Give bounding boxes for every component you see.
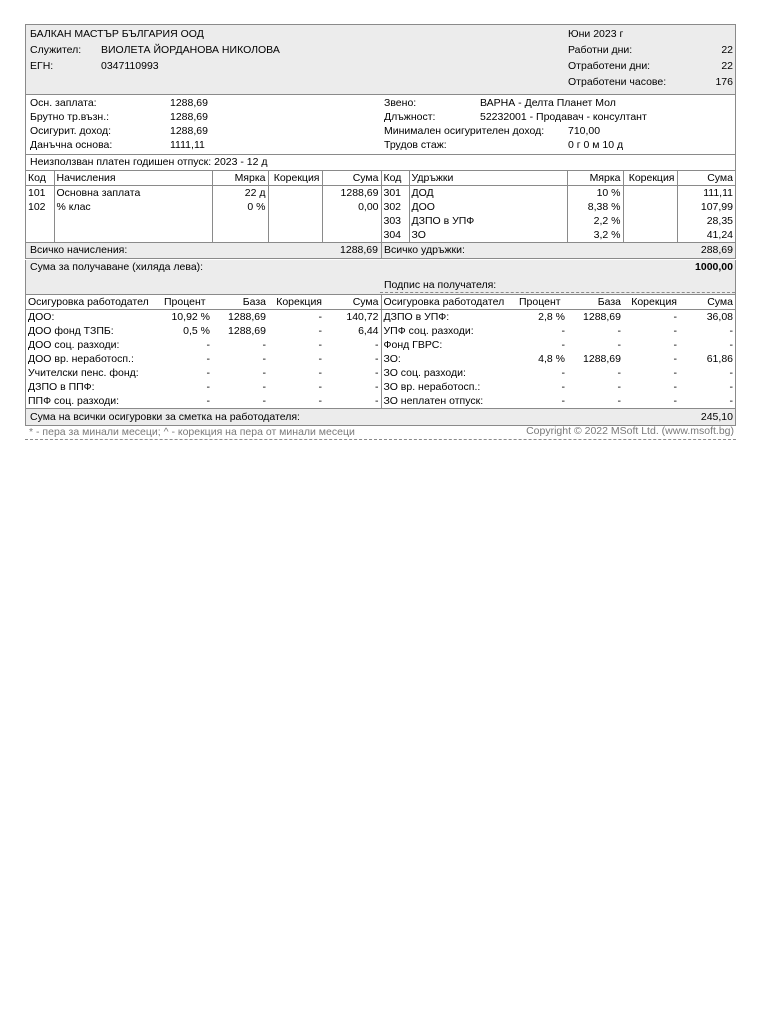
leave-text: Неизползван платен годишен отпуск: 2023 - 12 д	[30, 156, 268, 168]
ded-col-correction: Корекция	[623, 171, 677, 186]
emp-sum: 140,72	[346, 311, 379, 323]
emp-sum: -	[729, 381, 733, 393]
emp-sum: -	[375, 395, 379, 407]
seniority-label: Трудов стаж:	[384, 139, 447, 151]
worked-hours: 176	[715, 76, 733, 88]
table-row	[26, 186, 735, 201]
emp-percent: -	[206, 367, 210, 379]
emp-name: ЗО вр. неработосп.:	[381, 380, 517, 394]
gross: 1288,69	[170, 111, 208, 123]
earn-code: 102	[28, 201, 46, 213]
employer-total-label: Сума на всички осигуровки за сметка на работодателя:	[30, 411, 300, 423]
emp-left-col-base: База	[242, 296, 266, 308]
table-row	[26, 214, 735, 228]
emp-sum: -	[375, 339, 379, 351]
worked-hours-label: Отработени часове:	[568, 76, 667, 88]
emp-base: 1288,69	[583, 311, 621, 323]
leave-line	[25, 155, 736, 171]
signature-label: Подпис на получателя:	[384, 279, 497, 291]
emp-percent: -	[561, 395, 565, 407]
table-row	[26, 200, 735, 214]
emp-name: ЗО неплатен отпуск:	[381, 394, 517, 408]
table-row	[26, 352, 735, 366]
emp-correction: -	[673, 325, 677, 337]
emp-name: ЗО соц. разходи:	[381, 366, 517, 380]
emp-right-col-name: Осигуровка работодател	[381, 295, 517, 310]
signature-line	[380, 292, 735, 293]
earn-col-correction: Корекция	[268, 171, 322, 186]
emp-name: ДЗПО в ППФ:	[28, 381, 95, 393]
earn-name: Основна заплата	[54, 186, 212, 201]
emp-percent: -	[206, 339, 210, 351]
worked-days: 22	[721, 60, 733, 72]
ded-correction	[623, 214, 677, 228]
ded-measure: 3,2 %	[567, 228, 623, 242]
table-row	[26, 228, 735, 242]
emp-name: ДОО:	[28, 311, 55, 323]
ded-correction	[623, 200, 677, 214]
period: Юни 2023 г	[568, 28, 624, 40]
emp-sum: -	[375, 367, 379, 379]
employee-name: ВИОЛЕТА ЙОРДАНОВА НИКОЛОВА	[101, 44, 280, 56]
emp-correction: -	[318, 381, 322, 393]
emp-correction: -	[673, 339, 677, 351]
emp-percent: -	[561, 381, 565, 393]
table-header	[26, 171, 735, 186]
earnings-total-label: Всичко начисления:	[30, 244, 128, 256]
earn-measure: 0 %	[212, 200, 268, 214]
emp-right-col-base: База	[597, 296, 621, 308]
emp-sum: -	[729, 367, 733, 379]
earn-name: % клас	[54, 200, 212, 214]
earn-correction	[268, 186, 322, 201]
emp-base: 1288,69	[228, 311, 266, 323]
insured-label: Осигурит. доход:	[30, 125, 112, 137]
company-name: БАЛКАН МАСТЪР БЪЛГАРИЯ ООД	[30, 28, 204, 40]
ded-sum: 28,35	[677, 214, 735, 228]
position: 52232001 - Продавач - консултант	[480, 111, 647, 123]
ded-col-name: Удръжки	[409, 171, 567, 186]
ded-measure: 8,38 %	[567, 200, 623, 214]
egn: 0347110993	[101, 60, 159, 72]
ded-name: ДОО	[409, 200, 567, 214]
earn-col-code: Код	[26, 171, 54, 186]
earn-col-sum: Сума	[322, 171, 381, 186]
ded-name: ДОД	[409, 186, 567, 201]
egn-label: ЕГН:	[30, 60, 54, 72]
emp-base: -	[617, 395, 621, 407]
emp-correction: -	[673, 395, 677, 407]
earn-col-name: Начисления	[54, 171, 212, 186]
worked-days-label: Отработени дни:	[568, 60, 651, 72]
earnings-total: 1288,69	[340, 244, 378, 256]
deductions-total-label: Всичко удръжки:	[384, 244, 465, 256]
ded-code: 303	[381, 214, 409, 228]
emp-base: -	[262, 381, 266, 393]
payslip-footer	[25, 426, 736, 439]
copyright: Copyright © 2022 MSoft Ltd. (www.msoft.bg)	[526, 425, 734, 437]
work-days: 22	[721, 44, 733, 56]
emp-base: -	[617, 339, 621, 351]
ded-col-sum: Сума	[677, 171, 735, 186]
emp-percent: -	[561, 367, 565, 379]
table-row	[26, 310, 735, 325]
emp-sum: 6,44	[358, 325, 379, 337]
totals-divider	[381, 243, 382, 258]
table-row	[26, 366, 735, 380]
gross-label: Брутно тр.възн.:	[30, 111, 110, 123]
emp-name: Учителски пенс. фонд:	[28, 367, 139, 379]
employee-info	[25, 95, 736, 155]
employer-contributions-table	[26, 295, 735, 408]
emp-name: ДОО соц. разходи:	[28, 339, 120, 351]
emp-base: -	[617, 367, 621, 379]
ded-name: ЗО	[409, 228, 567, 242]
min-income: 710,00	[568, 125, 601, 137]
emp-base: -	[617, 381, 621, 393]
emp-percent: 10,92 %	[171, 311, 210, 323]
employer-contributions	[25, 295, 736, 409]
net-pay-label: Сума за получаване (хиляда лева):	[30, 261, 204, 273]
emp-name: УПФ соц. разходи:	[381, 324, 517, 338]
position-label: Длъжност:	[384, 111, 436, 123]
ded-correction	[623, 228, 677, 242]
ded-correction	[623, 186, 677, 201]
payslip	[25, 24, 736, 440]
emp-correction: -	[318, 311, 322, 323]
emp-percent: -	[206, 381, 210, 393]
emp-sum: 36,08	[706, 311, 733, 323]
earn-col-measure: Мярка	[212, 171, 268, 186]
emp-base: 1288,69	[228, 325, 266, 337]
table-header	[26, 295, 735, 310]
emp-correction: -	[318, 325, 322, 337]
emp-correction: -	[673, 311, 677, 323]
earn-code: 101	[28, 187, 46, 199]
table-row	[26, 324, 735, 338]
earnings-deductions	[25, 171, 736, 243]
emp-sum: -	[729, 339, 733, 351]
table-row	[26, 380, 735, 394]
min-income-label: Минимален осигурителен доход:	[384, 125, 545, 137]
emp-right-col-percent: Процент	[519, 296, 561, 308]
emp-left-col-sum: Сума	[352, 296, 379, 308]
emp-sum: -	[729, 395, 733, 407]
table-row	[26, 394, 735, 408]
emp-right-col-correction: Корекция	[631, 296, 677, 308]
base-salary-label: Осн. заплата:	[30, 97, 97, 109]
earn-measure: 22 д	[212, 186, 268, 201]
ded-measure: 2,2 %	[567, 214, 623, 228]
payslip-header	[25, 24, 736, 95]
tax-base: 1111,11	[170, 139, 205, 151]
ded-col-code: Код	[381, 171, 409, 186]
ded-name: ДЗПО в УПФ	[409, 214, 567, 228]
emp-name: Фонд ГВРС:	[381, 338, 517, 352]
emp-percent: 4,8 %	[538, 353, 565, 365]
employee-label: Служител:	[30, 44, 82, 56]
emp-percent: 0,5 %	[183, 325, 210, 337]
footer-cut-line	[25, 439, 736, 440]
insured: 1288,69	[170, 125, 208, 137]
emp-percent: -	[206, 395, 210, 407]
earn-sum: 0,00	[322, 200, 381, 214]
unit-label: Звено:	[384, 97, 417, 109]
emp-base: 1288,69	[583, 353, 621, 365]
emp-correction: -	[673, 381, 677, 393]
employer-total-value: 245,10	[700, 411, 733, 423]
totals-row	[25, 243, 736, 259]
emp-correction: -	[318, 339, 322, 351]
net-pay-value: 1000,00	[695, 261, 733, 273]
seniority: 0 г 0 м 10 д	[568, 139, 624, 151]
ded-sum: 111,11	[677, 186, 735, 201]
emp-base: -	[617, 325, 621, 337]
emp-left-col-name: Осигуровка работодател	[28, 296, 149, 308]
footer-note: * - пера за минали месеци; ^ - корекция на пера от минали месеци	[29, 426, 355, 438]
emp-correction: -	[318, 367, 322, 379]
ded-measure: 10 %	[567, 186, 623, 201]
unit: ВАРНА - Делта Планет Мол	[480, 97, 616, 109]
emp-percent: 2,8 %	[538, 311, 565, 323]
deductions-total: 288,69	[700, 244, 733, 256]
emp-base: -	[262, 353, 266, 365]
emp-name: ДОО вр. неработосп.:	[28, 353, 134, 365]
emp-correction: -	[318, 395, 322, 407]
earn-sum: 1288,69	[322, 186, 381, 201]
emp-name: ЗО:	[381, 352, 517, 366]
net-pay-block	[25, 260, 736, 295]
tax-base-label: Данъчна основа:	[30, 139, 113, 151]
emp-sum: 61,86	[706, 353, 733, 365]
ded-col-measure: Мярка	[567, 171, 623, 186]
emp-name: ДЗПО в УПФ:	[381, 310, 517, 325]
emp-left-col-correction: Корекция	[276, 296, 322, 308]
emp-right-col-sum: Сума	[707, 296, 733, 308]
emp-percent: -	[206, 353, 210, 365]
base-salary: 1288,69	[170, 97, 208, 109]
earnings-deductions-table	[26, 171, 735, 242]
emp-sum: -	[729, 325, 733, 337]
emp-base: -	[262, 395, 266, 407]
earn-correction	[268, 200, 322, 214]
ded-code: 301	[381, 186, 409, 201]
work-days-label: Работни дни:	[568, 44, 633, 56]
employer-total-row	[25, 409, 736, 426]
ded-code: 304	[381, 228, 409, 242]
ded-sum: 107,99	[677, 200, 735, 214]
emp-correction: -	[673, 353, 677, 365]
emp-name: ДОО фонд ТЗПБ:	[28, 325, 114, 337]
table-row	[26, 338, 735, 352]
emp-correction: -	[673, 367, 677, 379]
emp-percent: -	[561, 325, 565, 337]
emp-base: -	[262, 367, 266, 379]
emp-base: -	[262, 339, 266, 351]
emp-name: ППФ соц. разходи:	[28, 395, 120, 407]
emp-left-col-percent: Процент	[164, 296, 206, 308]
emp-sum: -	[375, 353, 379, 365]
emp-correction: -	[318, 353, 322, 365]
emp-sum: -	[375, 381, 379, 393]
ded-code: 302	[381, 200, 409, 214]
ded-sum: 41,24	[677, 228, 735, 242]
emp-percent: -	[561, 339, 565, 351]
